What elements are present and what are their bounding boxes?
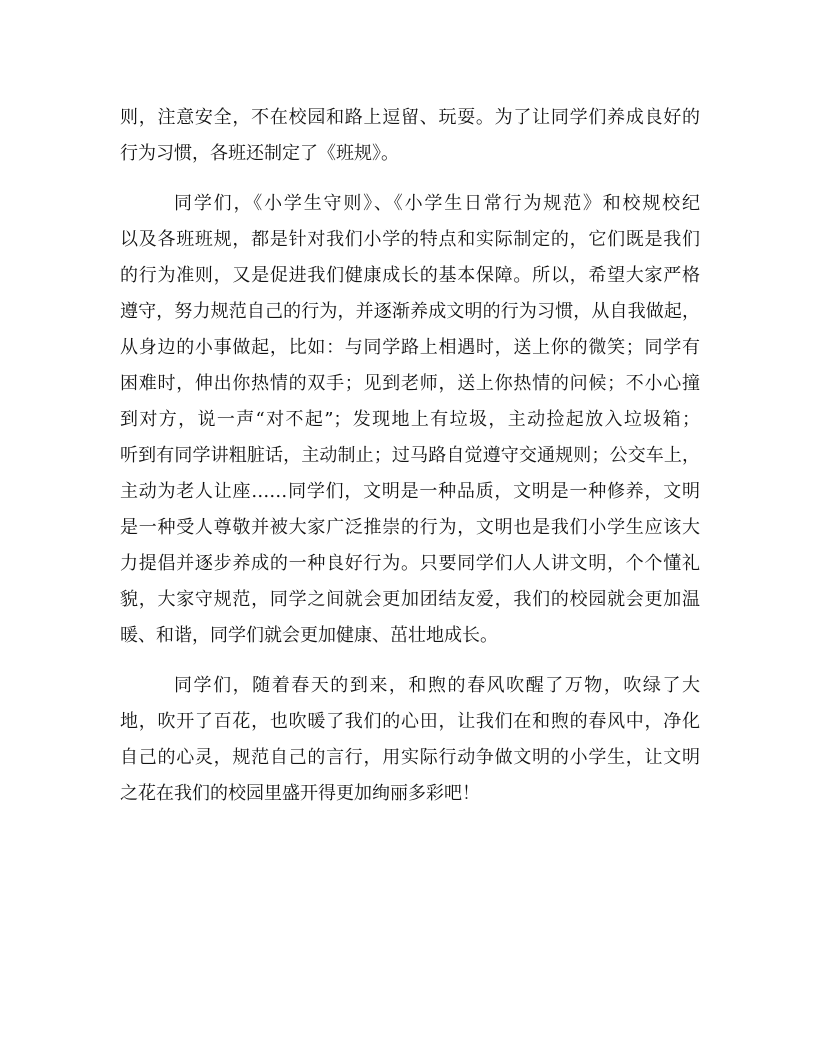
paragraph-line: 从身边的小事做起，比如：与同学路上相遇时，送上你的微笑；同学有 — [120, 337, 700, 358]
paragraph-line: 困难时，伸出你热情的双手；见到老师，送上你热情的问候；不小心撞 — [120, 373, 700, 394]
paragraph-spacer — [120, 172, 700, 186]
document-body — [120, 100, 700, 812]
paragraph-line: 听到有同学讲粗脏话，主动制止；过马路自觉遵守交通规则；公交车上， — [120, 445, 700, 466]
paragraph-line: 貌，大家守规范，同学之间就会更加团结友爱，我们的校园就会更加温 — [120, 589, 700, 610]
paragraph-line: 以及各班班规，都是针对我们小学的特点和实际制定的，它们既是我们 — [120, 229, 700, 250]
paragraph-spacer — [120, 654, 700, 668]
paragraph-2 — [120, 186, 700, 654]
paragraph-line: 的行为准则，又是促进我们健康成长的基本保障。所以，希望大家严格 — [120, 265, 700, 286]
paragraph-line: 到对方，说一声“对不起”；发现地上有垃圾，主动捡起放入垃圾箱； — [120, 409, 700, 430]
paragraph-line: 则，注意安全，不在校园和路上逗留、玩耍。为了让同学们养成良好的 — [120, 107, 700, 128]
paragraph-1 — [120, 100, 700, 172]
paragraph-line: 之花在我们的校园里盛开得更加绚丽多彩吧！ — [120, 783, 480, 804]
paragraph-line: 同学们，《小学生守则》、《小学生日常行为规范》和校规校纪 — [174, 193, 700, 214]
paragraph-line: 同学们，随着春天的到来，和煦的春风吹醒了万物，吹绿了大 — [174, 675, 700, 696]
paragraph-line: 行为习惯，各班还制定了《班规》。 — [120, 143, 399, 164]
paragraph-line: 遵守，努力规范自己的行为，并逐渐养成文明的行为习惯，从自我做起， — [120, 301, 700, 322]
paragraph-line: 自己的心灵，规范自己的言行，用实际行动争做文明的小学生，让文明 — [120, 747, 700, 768]
paragraph-line: 暖、和谐，同学们就会更加健康、茁壮地成长。 — [120, 625, 498, 646]
paragraph-line: 是一种受人尊敬并被大家广泛推崇的行为，文明也是我们小学生应该大 — [120, 517, 700, 538]
paragraph-line: 地，吹开了百花，也吹暖了我们的心田，让我们在和煦的春风中，净化 — [120, 711, 700, 732]
paragraph-line: 力提倡并逐步养成的一种良好行为。只要同学们人人讲文明，个个懂礼 — [120, 553, 700, 574]
paragraph-3 — [120, 668, 700, 812]
paragraph-line: 主动为老人让座……同学们，文明是一种品质，文明是一种修养，文明 — [120, 481, 700, 502]
